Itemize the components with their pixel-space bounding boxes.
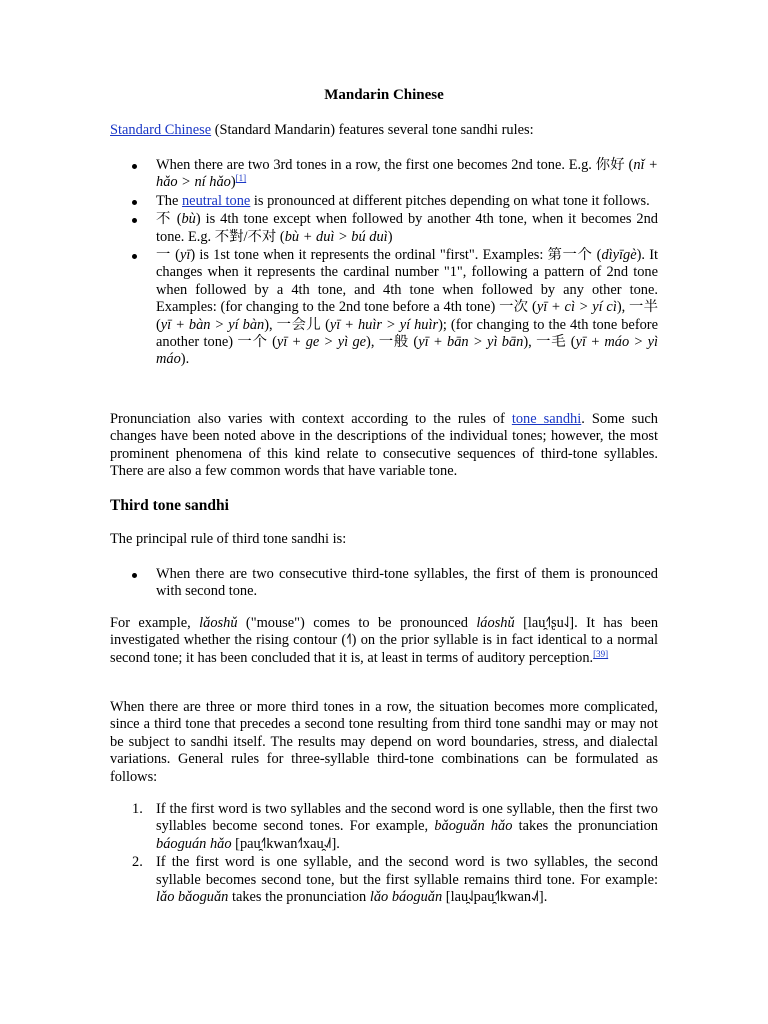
bullet-icon: [132, 247, 137, 264]
three-tones-paragraph: When there are three or more third tones in a row, the situation becomes more complicated, since a third tone that precedes a second tone resulting from third tone sandhi may or may not be subject to sandhi itself. The results may depend on word boundaries, stress, and dialectal variations. General rules for three-syllable third-tone combinations can be formulated as follows:: [110, 699, 658, 785]
reference-link-39[interactable]: [39]: [593, 648, 609, 659]
three-syllable-rules-list: [110, 801, 658, 906]
intro-paragraph: Standard Chinese (Standard Mandarin) features several tone sandhi rules:: [110, 122, 534, 138]
section-heading: Third tone sandhi: [110, 497, 229, 514]
principal-rule-paragraph: The principal rule of third tone sandhi is:: [110, 531, 347, 547]
list-item: When there are two consecutive third-tone syllables, the first of them is pronounced with second tone.: [110, 566, 658, 601]
pronunciation-paragraph: Pronunciation also varies with context according to the rules of tone sandhi. Some such changes have been noted above in the descriptions of the individual tones; however, the most prominent phenomena of this kind relate to consecutive sequences of third-tone syllables. There are also a few common words that have variable tone.: [110, 411, 659, 480]
tone-sandhi-link[interactable]: tone sandhi: [511, 411, 582, 427]
reference-link-1[interactable]: [1]: [235, 173, 247, 184]
principal-rule-list: [110, 566, 658, 601]
bullet-icon: [132, 193, 137, 210]
list-item: 一 (yī) is 1st tone when it represents the ordinal "first". Examples: 第一个 (dìyīgè). It changes when it represents the cardinal number "1", following a pattern of 2nd tone when followed by a 4th tone, and 4th tone when followed by any other tone. Examples: (for changing to the 2nd tone before a 4th tone) 一次 (yī + cì > yí cì), 一半 (yī + bàn > yí bàn), 一会儿 (yī + huìr > yí huìr); (for changing to the 4th tone before another tone) 一个 (yī + ge > yì ge), 一般 (yī + bān > yì bān), 一毛 (yī + máo > yì máo).: [110, 247, 658, 369]
list-item: The neutral tone is pronounced at different pitches depending on what tone it follows.: [110, 193, 658, 210]
list-number: 1.: [132, 801, 143, 817]
neutral-tone-link[interactable]: neutral tone: [181, 192, 251, 209]
bullet-icon: [132, 566, 137, 583]
list-item: 2. If the first word is one syllable, and the second word is two syllables, the second syllable becomes second tone, but the first syllable remains third tone. For example: lǎo bǎoguǎn takes the pronunciation lǎo báoguǎn [lau̯˨˩pau̯˧˥kwan˨˩˦].: [132, 854, 658, 906]
list-item: 不 (bù) is 4th tone except when followed by another 4th tone, when it becomes 2nd tone. E.g. 不對/不对 (bù + duì > bú duì): [110, 211, 658, 246]
example-paragraph: For example, lǎoshǔ ("mouse") comes to be pronounced láoshǔ [lau̯˧˥ʂu˨˩]. It has been investigated whether the rising contour (˧˥) on the prior syllable is in fact identical to a normal second tone; it has been concluded that it is, at least in terms of auditory perception.[39]: [110, 615, 659, 666]
page-title: Mandarin Chinese: [324, 87, 444, 103]
standard-chinese-link[interactable]: Standard Chinese: [110, 122, 212, 138]
tone-rules-list: [110, 157, 658, 369]
bullet-icon: [132, 211, 137, 228]
bullet-icon: [132, 157, 137, 174]
list-number: 2.: [132, 854, 143, 871]
list-item: When there are two 3rd tones in a row, the first one becomes 2nd tone. E.g. 你好 (nǐ + hǎo > ní hǎo)[1]: [110, 157, 658, 192]
list-item: 1. If the first word is two syllables and the second word is one syllable, then the first two syllables become second tones. For example, bǎoguǎn hǎo takes the pronunciation báoguán hǎo [pau̯˧˥kwan˧˥xau̯˨˩˦].: [132, 801, 659, 852]
